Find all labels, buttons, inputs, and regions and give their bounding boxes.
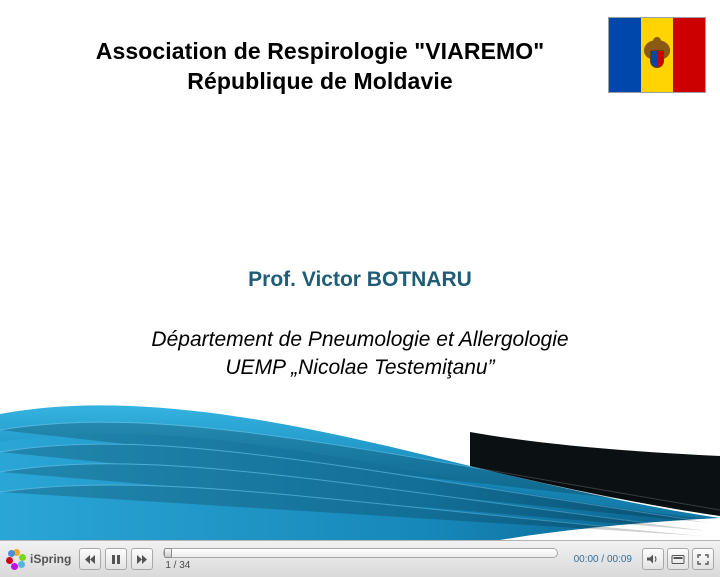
time-total: 00:09	[606, 553, 632, 565]
flag-band-red	[673, 18, 705, 92]
next-slide-button[interactable]	[131, 548, 153, 570]
player-right-controls	[642, 548, 714, 570]
ispring-brand-label: iSpring	[30, 552, 72, 566]
slide-author: Prof. Victor BOTNARU	[248, 268, 472, 291]
slide-decorative-wave	[0, 380, 720, 540]
time-current: 00:00	[573, 553, 599, 565]
seek-handle[interactable]	[164, 548, 172, 558]
player-toolbar	[0, 540, 720, 577]
slide-counter: 1 / 34	[165, 559, 191, 571]
slide-department-line-2: UEMP „Nicolae Testemiţanu”	[225, 356, 495, 380]
flag-emblem-icon	[644, 38, 670, 72]
seek-area[interactable]	[157, 544, 563, 574]
slide-title-line-2: République de Moldavie	[187, 68, 453, 95]
seek-bar[interactable]	[163, 548, 557, 558]
time-separator: /	[598, 553, 607, 565]
emblem-head	[653, 37, 661, 45]
time-display	[568, 554, 638, 565]
slide-title-line-1: Association de Respirologie "VIAREMO"	[95, 38, 545, 64]
resources-button[interactable]	[667, 548, 689, 570]
flag-band-yellow	[641, 18, 673, 92]
flag-band-blue	[609, 18, 641, 92]
slide-title	[40, 36, 600, 97]
slide-department-line-1: Département de Pneumologie et Allergologie	[151, 328, 569, 351]
prev-slide-button[interactable]	[79, 548, 101, 570]
emblem-shield	[650, 50, 664, 68]
slide-department	[40, 326, 680, 383]
fullscreen-button[interactable]	[692, 548, 714, 570]
pause-button[interactable]	[105, 548, 127, 570]
ispring-logo-icon	[6, 549, 26, 569]
moldova-flag-icon	[608, 17, 706, 93]
ispring-brand	[6, 549, 75, 569]
volume-button[interactable]	[642, 548, 664, 570]
